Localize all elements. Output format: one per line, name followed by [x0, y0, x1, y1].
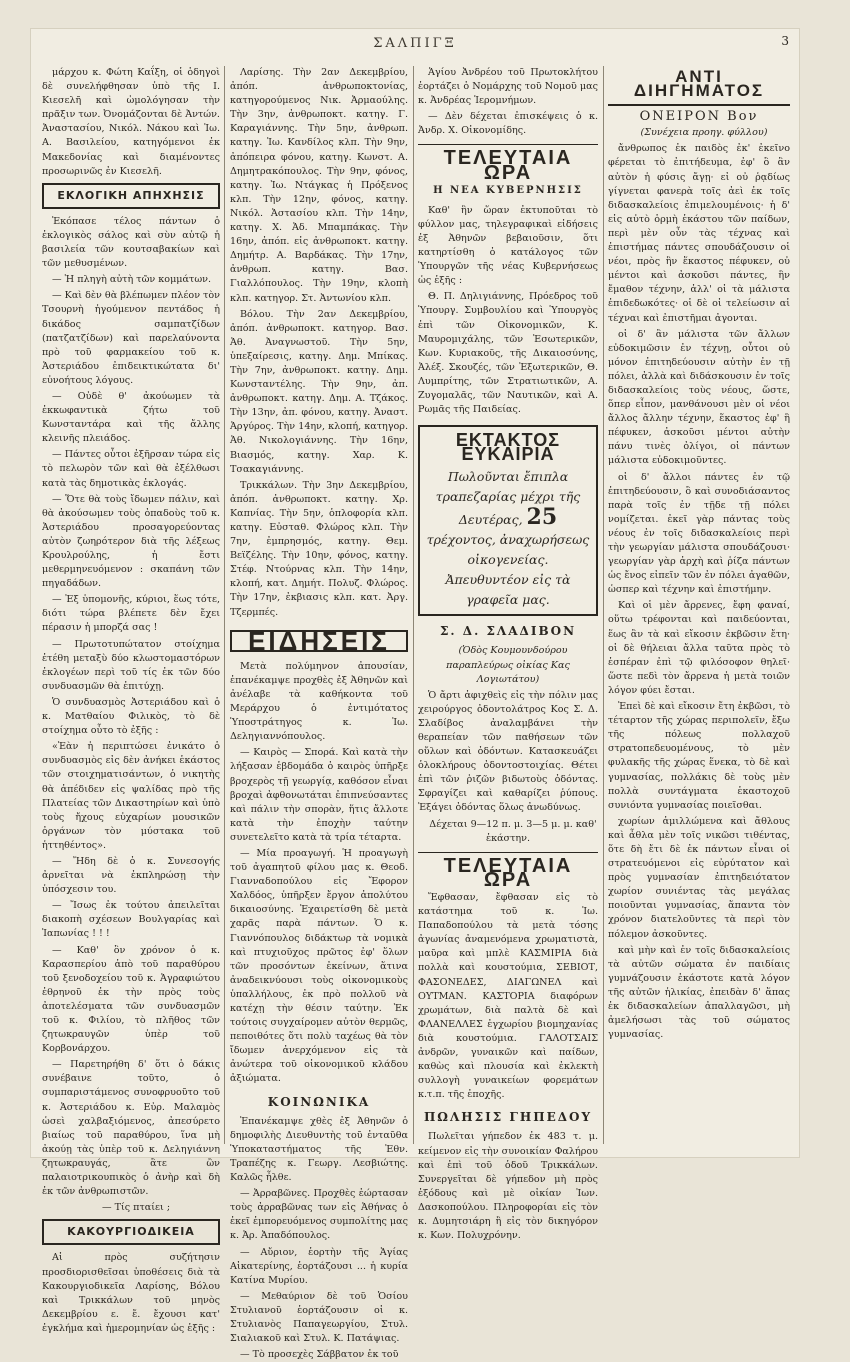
- ad-title: ΕΚΤΑΚΤΟΣ ΕΥΚΑΙΡΙΑ: [455, 430, 561, 465]
- paragraph: — Ἤδη δὲ ὁ κ. Συνεσογής ἀρνεῖται νὰ ἐκπληρώσῃ τὴν ὑπόσχεσιν του.: [42, 855, 220, 896]
- column-1: [42, 66, 220, 1334]
- furniture-ad: [418, 425, 598, 616]
- page-header: [30, 32, 800, 54]
- paragraph: Βόλου. Τὴν 2αν Δεκεμβρίου, ἀπόπ. ἀνθρωποκτ. κατηγορ. Βασ. Ἀθ. Ἀναγνωστοῦ. Τὴν 5ην, ὑπεξαίρεσις, κατηγ. Δημ. Μπίκας. Τὴν 7ην, ἀνθρωποκτ. κατηγ. Δημ. Κωνσταντέλης. Τὴν 9ην, ἀπ. ἀνθρωποκτ. κατηγ. Δημ. Α. Τζάκος. Τὴν 13ην, ἀπ. φόνου, κατηγ. Ἀναστ. Ἀργύρος. Τὴν 14ην, κλοπή, κατηγορ. Ἀθ. Νικολογιάννης. Τὴν 16ην, Βιασμός, κατηγ. Χαρ. Κ. Τσακαγιάννης.: [230, 308, 408, 475]
- serial-title: [608, 110, 790, 124]
- paragraph: Ὁ συνδυασμὸς Ἀστεριάδου καὶ ὁ κ. Ματθαίου Φιλικὸς, τὸ δὲ στοίχημα οὗτο τὸ ἐξῆς :: [42, 696, 220, 737]
- paragraph: — Πρωτοτυπώτατον στοίχημα ἐτέθη μεταξὺ δύο κλωστομαστόρων ἐκλογέων περὶ τοῦ τίς ἐκ τῶν δύο συνδυασμῶν θὰ ἐπιτύχῃ.: [42, 638, 220, 692]
- masthead: ΣΑΛΠΙΓΞ: [373, 36, 457, 51]
- serial-section-heading: ΑΝΤΙ ΔΙΗΓΗΜΑΤΟΣ: [608, 70, 790, 106]
- paragraph: χωρίων ἀμιλλώμενα καὶ ἄθλους καὶ ἆθλα μὲν τοῖς νικῶσι τιθέντας, ὅτε δὴ ἔτι δὲ ἐκ πάντων εἶναι οἱ στρατευόμενοι εἰς εὐρύτατον καὶ πρὸς γυμνασίαν ἐπιτηδειότατον χωρίον συνιέντας τὰς μεγάλας ποιοῦνται γυμνασίας, ἅπαντα τὸν χρόνον διατελοῦντες τὰ περὶ τὸν πόλεμον ἀσκοῦντες.: [608, 815, 790, 940]
- column-rule: [224, 66, 225, 1144]
- criminal-courts-heading: ΚΑΚΟΥΡΓΙΟΔΙΚΕΙΑ: [42, 1219, 220, 1245]
- paragraph: Τρικκάλων. Τὴν 3ην Δεκεμβρίου, ἀπόπ. ἀνθρωποκτ. κατηγ. Χρ. Καπνίας. Τὴν 5ην, ὁπλοφορία κλπ. κατηγ. Εὐσταθ. Φλώρος κλπ. Τὴν 7ην, ἐμπρησμός, κατηγ. Θεμ. Βεϊζέλης. Τὴν 10ην, φόνος, κατηγ. Στέφ. Ντούρνας κλπ. Τὴν 14ην, κλοπή, κατ. Δημήτ. Πολυζ. Φλώρος. Τὴν 17ην, ἐκβιασις κλπ. κατ. Ἀργ. Τζερμπές.: [230, 479, 408, 618]
- serial-part: Βον: [727, 109, 759, 125]
- election-heading: ΕΚΛΟΓΙΚΗ ΑΠΗΧΗΣΙΣ: [42, 183, 220, 209]
- paragraph: Καὶ οἱ μὲν ἄρρενες, ἔφη φαναί, οὕτω τρέφονται καὶ παιδεύονται, ἕως ἂν τὰ καὶ εἴκοσιν ἐκβῶσιν ἔτη· οἱ δὲ θήλειαι ἄλλα ταῦτα πρὸς τὸ ἑσπέραν ἐπὶ τῷ φιλόσοφον θηλεῖ· ὥστε πεδὶ τὸν ἄρρενα ἡ μετὰ τοιῶν λόγον φύει ἔσται.: [608, 600, 790, 696]
- ad-line: Πωλοῦνται ἔπιπλα τραπεζαρίας μέχρι τῆς Δευτέρας,: [435, 469, 581, 528]
- new-government-heading: Η ΝΕΑ ΚΥΒΕΡΝΗΣΙΣ: [433, 184, 583, 196]
- paragraph: — Καὶ δὲν θὰ βλέπωμεν πλέον τὸν Τσουρνὴ ἡγούμενον πεντάδος ἡ δικάδος σαμπατζίδων (πατζατζίδων) καὶ παρελαύνοντα πρὸ τοῦ φαρμακείου τοῦ κ. Ἀστεριάδου ἐπιδεικτικώτατα δι' εὐνοήτους λόγους.: [42, 290, 220, 386]
- divider: [418, 852, 598, 853]
- ad-line: Ἀπευθυντέον εἰς τὰ γραφεῖα μας.: [445, 572, 571, 608]
- paragraph: ἄνθρωπος ἐκ παιδὸς ἐκ' ἐκεῖνο φέρεται τὸ ἐπιτήδευμα, ἐφ' ὃ ἂν αὐτὸν ἡ φύσις ἄγῃ· εἰ οὐ ῥᾳδίως γίγνεται φανερὰ τοῖς ἀεὶ ἐκ τοῖς διδασκαλείοις ἐπιμελουμένοις· ἡ δ' εἰς αὐτὸ ὁρμὴ ἑκάστου τῶν παίδων, περὶ μὲν οὖν τὰς τέχνας καὶ ἐπιστήμας πάντες σπουδάζουσιν οἱ νέοι, πρὸς ἣν ἕκαστος πέφυκεν, οὐ μέντοι καὶ ἀσκοῦσι πάντες, ἣν ἔμαθον τέχνην, ἀλλ' οἱ τὰ μάλιστα ἐπιδεδωκότες· οἱ δὲ οἱ τελείωσιν αἱ τέχναι καὶ ἐπιστῆμαι ἀγονται.: [608, 143, 790, 324]
- paragraph: — Οὐδὲ θ' ἀκούωμεν τὰ ἐκκωφαντικὰ ζήτω τοῦ Κωνσταντάρα καὶ τῆς ἄλλης κλεινῆς πλειάδος.: [42, 390, 220, 445]
- paragraph: — Καθ' ὃν χρόνον ὁ κ. Καρασπερίου ἀπὸ τοῦ παραθύρου τοῦ ξενοδοχείου τοῦ κ. Ἀγραφιώτου ἐθρηνοῦ ἐκ τὴν πρὸς τοὺς ἀποτελέσματα τῶν συνδυασμῶν τοῦ κ. Φιλίου, τὸ πλῆθος τῶν ζητωκραυγῶν ὑπὲρ τοῦ Κορβονάρχου.: [42, 944, 220, 1055]
- land-sale-heading: ΠΩΛΗΣΙΣ ΓΗΠΕΔΟΥ: [423, 1110, 593, 1125]
- paragraph: Λαρίσης. Τὴν 2αν Δεκεμβρίου, ἀπόπ. ἀνθρωποκτονίας, κατηγορούμενος Νικ. Ἀρμαούλης. Τὴν 3ην, ἀνθρωποκτ. κατηγ. Γ. Καραγιάννης. Τὴν 5ην, ἀνθρωπ. κατηγ. Ἰω. Κανδίλος κλπ. Τὴν 9ην, ἀπόπειρα φόνου, κατηγ. Κωνστ. Α. Δημητρακόπουλος. Τὴν 9ην, φόνος, κατηγ. Ἰω. Ντάγκας ἡ Πρόξενος κλπ. Τὴν 12ην, φόνος, κατηγ. Νικόλ. Ἀστασίου κλπ. Τὴν 14ην, κατηγ. Χ. Ἀδ. Μπαμπάκας. Τὴν 16ην, ἀπόπ. εἰς ἀνθρωποκτ. κατηγ. Δημήτρ. Α. Βαρδάκας. Τὴν 17ην, ἀνθρωπ. κατηγ. Βασ. Γιαλλόπουλος. Τὴν 19ην, κλοπὴ κλπ. κατηγορ. Στ. Ἀντωνίου κλπ.: [230, 67, 408, 304]
- paragraph: — Ἴσως ἐκ τούτου ἀπειλεῖται διακοπὴ σχέσεων Βουλγαρίας καὶ Ἰαπωνίας ! ! !: [42, 900, 220, 940]
- news-heading: ΕΙΔΗΣΕΙΣ: [230, 630, 408, 652]
- paragraph: — Μία προαγωγή. Ἡ προαγωγὴ τοῦ ἀγαπητοῦ φίλου μας κ. Θεοδ. Γιανναδοπούλου εἰς Ἔφορον Χαλδόος, ὑπῆρξεν ἔργον ἀπολύτου δικαιοσύνης. Ἐχαιρετίσθη δὲ μετὰ χαρᾶς παρὰ πάντων. Ὁ κ. Γιαννόπουλος διδάκτωρ τὰ νομικὰ καὶ πτυχιοῦχος πρῶτος ἐφ' ὅλων τῶν προσόντων ἐκείνων, ἅτινα ἀναδεικνύουσι τοὺς οἰκονομικοὺς ὑπαλλήλους, ἐκ πρὸ πολλοῦ νὰ κατέχῃ τὴν θέσιν ταύτην. Ἐκ τούτοις συγχαίρομεν αὐτὸν θερμῶς, πεποιθότες ὅτι πολὺ ταχέως θὰ τὸν ἴδωμεν ἀνερχόμενον εἰς τὰ ἀνώτερα τοῦ οἰκονομικοῦ κλάδου ἀξιώματα.: [230, 847, 408, 1085]
- paragraph: — Τίς πταίει ;: [101, 1202, 171, 1214]
- dentist-hours: Δέχεται 9—12 π. μ. 3—5 μ. μ. καθ' ἑκάστην.: [429, 818, 597, 844]
- paragraph: οἱ δ' ἄλλοι πάντες ἐν τῷ ἐπιτηδεύουσιν, ὃ καὶ συνοδιάσαντος παρὰ τοῖς ἐν τῇδε τῇ πόλει νομίζεται. ἐκεῖ γὰρ πάντας τοὺς νέους ἐν τοῖς διδασκαλείοις περὶ τὴν γεωργίαν μάλιστα σπουδάζουσι· γεωργίαν γὰρ ἀρχὴ καὶ ῥίζα πάντων ὡς ἔνος εἰπεῖν τῶν ἐν πόλει ἀγαθῶν, ὡσπερ καὶ τέχνην καὶ ἐπιστήμην.: [608, 471, 790, 596]
- paragraph: — Ἡ πληγὴ αὐτὴ τῶν κομμάτων.: [52, 274, 212, 286]
- ad-body: [426, 467, 590, 610]
- paragraph: Ἁγίου Ἀνδρέου τοῦ Πρωτοκλήτου ἑορτάζει ὁ Νομάρχης τοῦ Νομοῦ μας κ. Ἀνδρέας Ἱερομνήμων.: [418, 67, 598, 107]
- last-hour-heading: ΤΕΛΕΥΤΑΙΑ ΩΡΑ: [443, 147, 573, 184]
- paragraph: Καθ' ἣν ὥραν ἐκτυποῦται τὸ φύλλον μας, τηλεγραφικαὶ εἰδήσεις ἐξ Ἀθηνῶν βεβαιοῦσιν, ὅτι κατηρτίσθη ὁ κατάλογος τῶν Ὑπουργῶν τῆς νέας Κυβερνήσεως ὡς ἑξῆς :: [418, 204, 598, 287]
- paragraph: — Τὸ προσεχὲς Σάββατον ἐκ τοῦ: [240, 1349, 399, 1361]
- paragraph: — Ὅτε θὰ τοὺς ἴδωμεν πάλιν, καὶ θὰ ἀκούσωμεν τοὺς ὀπαδοὺς τοῦ κ. Ἀστεριάδου προσαγορεύοντας αὐτὸν ζωηρότερον διὰ τῆς λέξεως Κρουλρούλης, ἡ ἔστι μεθερμηνευόμενον : σκαπάνη τῶν πηγαδάδων.: [42, 493, 220, 590]
- serial-name: ΟΝΕΙΡΟΝ: [639, 109, 721, 125]
- column-rule: [603, 66, 604, 1144]
- paragraph: — Μεθαύριον δὲ τοῦ Ὁσίου Στυλιανοῦ ἑορτάζουσιν οἱ κ. Στυλιανὸς Παπαγεωργίου, Στυλ. Σιαλιακοῦ καὶ Στυλ. Κ. Πατάψιας.: [230, 1290, 408, 1345]
- divider: [418, 144, 598, 145]
- paragraph: — Παρετηρήθη δ' ὅτι ὁ δάκις συνέβαινε τοῦτο, ὁ συμπαριστάμενος συνοφρυοῦτο τοῦ κ. Ἀστεριάδου κ. Εὐρ. Μαλαμὸς ὡσεὶ χαλβαξιόμενος, ἀπεσύρετο βιαίως τοῦ παραθύρου, ἵνα μὴ ἀκούῃ τὰς ὑπὲρ τοῦ κ. Δεληγιάννη ζητωκραυγάς, ἃτε ὢν παλαιοτρικουπικὸς ὁ ἀνὴρ καὶ δὴ ἐκ τῶν ἀνθρωπιστῶν.: [42, 1059, 220, 1198]
- intro-text: μάρχου κ. Φώτη Καΐξη, οἱ ὁδηγοὶ δὲ συνελήφθησαν ὑπὸ τῆς Ι. Κιεσελῆ καὶ ὡμολόγησαν τὴν πρᾶξιν των. Ὀνομάζονται δὲ Ἀντών. Ἀναστασίου, Νικόλ. Νάκου καὶ Ἰω. Α. Βασιλείου, κατηγόμενοι ἐκ Μακεδονίας καὶ διαμένοντες προσωρινῶς ἐν Κιεσελῆ.: [42, 67, 220, 177]
- paragraph: Ὁ ἄρτι ἀφιχθεὶς εἰς τὴν πόλιν μας χειρούργος ὀδοντολάτρος Κος Σ. Δ. Σλαδίβος ἀναλαμβάνει τὴν θεραπείαν τῶν παθήσεων τῶν οὔλων καὶ ὀδόντων. Κατασκευάζει ὁλοκλήρους ὀδοντοστοιχίας. Θέτει ἐπὶ τῶν ῥιζῶν βιδωτοὺς ὀδόντας. Σφραγίζει καὶ καθαρίζει ῥύπους. Ἐξάγει ὀδόντας ὅλως ἀνωδύνως.: [418, 689, 598, 814]
- paragraph: — Αὔριον, ἑορτὴν τῆς Ἁγίας Αἰκατερίνης, ἑορτάζουσι ... ἡ κυρία Κατίνα Μυρίου.: [230, 1246, 408, 1286]
- page-number: 3: [781, 34, 792, 48]
- paragraph: Αἱ πρὸς συζήτησιν προσδιορισθεῖσαι ὑποθέσεις διὰ τὰ Κακουργιοδικεῖα Λαρίσης, Βόλου καὶ Τρικκάλων τοῦ μηνὸς Δεκεμβρίου ε. ἔ. ἔχουσι κατ' ἐγκλήμα καὶ ἡμερομηνίαν ὡς ἑξῆς :: [42, 1252, 220, 1334]
- paragraph: Θ. Π. Δηλιγιάννης, Πρόεδρος τοῦ Ὑπουργ. Συμβουλίου καὶ Ὑπουργὸς ἐπὶ τῶν Οἰκονομικῶν, Κ. Μαυρομιχάλης, τῶν Ἐσωτερικῶν, Κων. Κυριακοῦς, τῆς Δικαιοσύνης, Ἀλέξ. Σκουζές, τῶν Ἐξωτερικῶν, Θ. Λυμπρίτης, τῶν Στρατιωτικῶν, Α. Ζυγομαλᾶς, τῶν Ναυτικῶν, καὶ Α. Ρωμᾶς τῆς Παιδείας.: [418, 291, 598, 416]
- paragraph: — Ἐξ ὑπομονῆς, κύριοι, ἕως τότε, διότι τώρα βλέπετε δὲν ἔχει πέρασιν ἡ μπορζά σας !: [42, 594, 220, 634]
- dentist-address: (Ὁδὸς Κουμουνδούρου παραπλεύρως οἰκίας Κας Λογιωτάτου): [446, 645, 570, 685]
- paragraph: Ἐπεὶ δὲ καὶ εἴκοσιν ἔτη ἐκβῶσι, τὸ τέταρτον τῆς χώρας περιπολεῖν, ἔξω τῆς πόλεως πολλαχοῦ στρατοπεδευομένους, τὸ μὲν φυλακῆς τῆς χώρας ἕνεκα, τὸ δὲ καὶ γυμνασίας, πολλάκις δὲ τοὺς μὲν πολλὰ συντάγματα ἑκαστοχοῦ συνιόντα γυμνασίας ποιεῖσθαι.: [608, 701, 790, 811]
- paragraph: — Δὲν δέχεται ἐπισκέψεις ὁ κ. Ἀνδρ. Χ. Οἰκονομίδης.: [418, 111, 598, 137]
- last-hour-heading-2: ΤΕΛΕΥΤΑΙΑ ΩΡΑ: [443, 854, 573, 891]
- paragraph: — Πάντες οὗτοι ἐξῆρσαν τώρα εἰς τὸ πελωρὸν τῶν καὶ θὰ ἐξέλθωσι κατὰ τὰς δημοτικὰς ἐκλογάς.: [42, 449, 220, 489]
- newspaper-page: [30, 28, 800, 1361]
- column-2: [230, 66, 408, 1361]
- paragraph: «Ἐὰν ἡ περιπτώσει ἐνικάτο ὁ συνδυασμὸς εἰς δὲν ἀνήκει ἑκάστος τῶν στοιχηματισάντων, ὁ νικητὴς θὰ ἀπέδιδεν εἰς ψαλίδας πρὸ τῆς Πλατείας τῶν Δικαστηρίων καὶ ὑπὸ τοὺς ἤχους εὐχαρίων μουσικῶν ὀργάνων τὸν μύστακα τοῦ ἡττηθέντος».: [42, 741, 220, 851]
- paragraph: Μετὰ πολύμηνον ἀπουσίαν, ἐπανέκαμψε προχθὲς ἐξ Ἀθηνῶν καὶ ἀνέλαβε τὰ καθήκοντα τοῦ Μεράρχου ὁ ἐντιμότατος Ὑποστράτηγος κ. Ἰω. Δεληγιαννόπουλος.: [230, 660, 408, 743]
- ad-number: 25: [526, 504, 558, 531]
- column-3: [418, 66, 598, 1242]
- column-rule: [413, 66, 414, 1144]
- dentist-name: Σ. Δ. ΣΛΑΔΙΒΟΝ: [439, 624, 577, 639]
- paragraph: καὶ μὴν καὶ ἐν τοῖς διδασκαλείοις τὰ αὐτῶν σώματα ἐν παιδίαις γυμνάζουσιν ἑκάστοτε κατὰ λόγον τῆς αὐτῶν ἡλικίας, ἐπειδὰν δ' ἅπας ἐκ διδασκαλείων ἀπαλλαγῶσι, μὴ ἀμελήσωσι τὰς τοῦ σώματος γυμνασίας.: [608, 944, 790, 1041]
- paragraph: Ἔφθασαν, ἔφθασαν εἰς τὸ κατάστημα τοῦ κ. Ἰω. Παπαδοπούλου τὰ μετὰ τόσης ἀγωνίας ἀναμενόμενα χρωματιστὰ, μαῦρα καὶ μπλὲ ΚΑΣΜΙΡΙΑ διὰ πολλὰ καὶ κουστούμια, ΣΕΒΙΟΤ, ΦΑΣΟΝΕΔΕΣ, ΔΙΑΓΩΝΕΛ καὶ ΟΥΤΜΑΝ. ΚΑΣΤΟΡΙΑ διαφόρων χρωμάτων, διὰ παλτὰ δὲ καὶ ΦΛΑΝΕΛΛΕΣ ἐγχωρίου βιομηχανίας διὰ κουστούμια. ΓΑΛΟΤΣΑΙΣ ἀνδρῶν, γυναικῶν καὶ παίδων, καθὼς καὶ πλουσία καὶ ἐκλεκτὴ συλλογὴ γυναικείων φορεμάτων κ.τ.π. τῆς ἐποχῆς.: [418, 891, 598, 1101]
- column-4: [608, 66, 790, 1148]
- paragraph: Ἐκόπασε τέλος πάντων ὁ ἐκλογικὸς σάλος καὶ σὺν αὐτῷ ἡ βασιλεία τῶν κουτσαβακίων καὶ τῶν μεθυσμένων.: [42, 215, 220, 270]
- paragraph: — Καιρὸς — Σπορά. Καὶ κατὰ τὴν λήξασαν ἑβδομάδα ὁ καιρὸς ὑπῆρξε βροχερὸς τῇ γεωργίᾳ, καθόσον εἶναι βροχαὶ ἀφθονωτάται ἐπιπνεύσαντες καὶ πάλιν τὴν σπορὰν, ἥτις ἄλλοτε κατὰ τὴν ἐποχὴν ταύτην συνετελεῖτο κατὰ τὰ τρία τέταρτα.: [230, 747, 408, 843]
- paragraph: Πωλεῖται γήπεδον ἐκ 483 τ. μ. κείμενον εἰς τὴν συνοικίαν Φαλήρου καὶ ἐπὶ τοῦ ὁδοῦ Τρικκάλων. Συνεργεῖται δὲ γήπεδον μὴ πρὸς ἑξόδους καὶ μὲ οἰκίαν Ἰων. Δασκοπούλου. Πληροφορίαι εἰς τὸν κ. Δυμητσιάρη ἢ εἰς τὸν δικηγόρον κ. Κων. Πολυχρόνην.: [418, 1131, 598, 1242]
- ad-line: τρέχοντος, ἀναχωρήσεως οἰκογενείας.: [426, 532, 590, 568]
- social-heading: ΚΟΙΝΩΝΙΚΑ: [267, 1094, 371, 1109]
- continued-note: (Συνέχεια προηγ. φύλλου): [640, 127, 768, 139]
- paragraph: Ἐπανέκαμψε χθὲς ἐξ Ἀθηνῶν ὁ δημοφιλὴς Διευθυντὴς τοῦ ἐνταῦθα Ὑποκαταστήματος τῆς Ἐθν. Τραπέζης κ. Γεωργ. Λεσβιώτης. Καλῶς ἦλθε.: [230, 1115, 408, 1184]
- paragraph: — Ἀρραβῶνες. Προχθὲς ἑώρτασαν τοὺς ἀρραβῶνας των εἰς Ἀθήνας ὁ ἐκεῖ ἐμπορευόμενος συμπολίτης μας κ. Ἀρ. Ἀπαδόπουλος.: [230, 1188, 408, 1242]
- paragraph: οἱ δ' ἂν μάλιστα τῶν ἄλλων εὐδοκιμῶσιν ἐν τέχνῃ, οὗτοι οὐ μόνον ἐπιτηδεύουσιν αὐτὴν ἐν τῇ πόλει, ἀλλὰ καὶ διδάσκουσιν ἐν τοῖς διδασκαλείοις τοὺς νέους, ὥστε, ὅπερ εἶπον, μανθάνουσι μὲν οἱ νέοι ἄλλος ἄλλην τέχνην, ἕκαστος ἐφ' ἣ πέφυκεν, ἀσκοῦσι μέντοι αὐτὴν πάνυ τινὲς ὀλίγοι, οἱ πάντων μάλιστα εὐδοκιμοῦντες.: [608, 328, 790, 467]
